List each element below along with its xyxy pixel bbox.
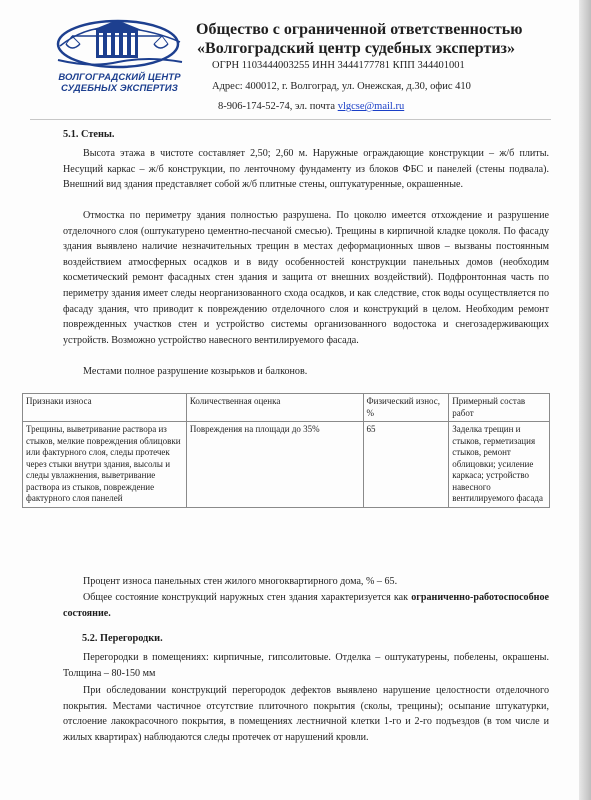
- org-contacts: [218, 101, 404, 112]
- table-header-cell: Примерный состав работ: [449, 394, 550, 422]
- section-heading-walls: 5.1. Стены.: [63, 129, 115, 140]
- table-cell: Повреждения на площади до 35%: [186, 422, 363, 508]
- walls-paragraph-2: Отмостка по периметру здания полностью разрушена. По цоколю имеется отхождение и разрушение отделочного слоя (оштукатурено цементно-песчаной смесью). Трещины в кирпичной кладке цоколя. По фасаду здания выявлено наличие незначительных трещин в местах деформационных швов – вызваны постоянным воздействием атмосферных осадков и в виду особенностей конструкции панельных домов (необходим косметический ремонт фасадных стен здания и защита от внешних воздействий). Подфронтонная часть по периметру здания имеет следы неорганизованного схода осадков, и как следствие, сток воды осуществляется по фасаду здания, что приводит к повреждению отделочного слоя и конструкций в целом. Необходим ремонт поврежденных участков стен и устройство системы организованного водостока и снегозадерживающих устройств. Возможно устройство навесного вентилируемого фасада.: [63, 210, 549, 346]
- table-row: [23, 422, 550, 508]
- phone-text: 8-906-174-52-74, эл. почта: [218, 101, 338, 112]
- org-title-line1: Общество с ограниченной ответственностью: [196, 21, 523, 38]
- table-cell: Трещины, выветривание раствора из стыков, мелкие повреждения облицовки или фактурного слоя, следы протечек через стыки внутри здания, высолы и следы увлажнения, выветривание раствора из стыков, повреждение фактурного слоя панелей: [23, 422, 187, 508]
- overall-state-text: [63, 590, 549, 621]
- table-cell: Заделка трещин и стыков, герметизация стыков, ремонт облицовки; усиление каркаса; устройство навесного вентилируемого фасада: [449, 422, 550, 508]
- header-divider: [30, 119, 551, 120]
- state-prefix: Общее состояние конструкций наружных стен здания характеризуется как: [83, 592, 412, 603]
- email-link[interactable]: vlgcse@mail.ru: [337, 101, 405, 112]
- table-header-cell: Признаки износа: [23, 394, 187, 422]
- org-address: Адрес: 400012, г. Волгоград, ул. Онежская, д.30, офис 410: [212, 81, 471, 92]
- logo-text-line2: СУДЕБНЫХ ЭКСПЕРТИЗ: [61, 83, 178, 94]
- page-edge-shadow: [579, 0, 591, 800]
- walls-paragraph-3: Местами полное разрушение козырьков и балконов.: [83, 366, 308, 377]
- table-header-row: [23, 394, 550, 422]
- walls-paragraph-1: Высота этажа в чистоте составляет 2,50; 2,60 м. Наружные ограждающие конструкции – ж/б плиты. Несущий каркас – ж/б конструкции, по ленточному фундаменту из блоков ФБС и панелей (стены подвала). Внешний вид здания представляет собой ж/б плитные стены, оштукатуренные, окрашенные.: [63, 148, 549, 191]
- section-heading-partitions: 5.2. Перегородки.: [82, 633, 163, 644]
- wear-assessment-table: [22, 393, 550, 508]
- table-cell: 65: [363, 422, 449, 508]
- partitions-paragraph-1: Перегородки в помещениях: кирпичные, гипсолитовые. Отделка – оштукатурены, побелены, окрашены. Толщина – 80-150 мм: [63, 652, 549, 679]
- registry-numbers: ОГРН 1103444003255 ИНН 3444177781 КПП 344401001: [212, 60, 465, 71]
- table-header-cell: Количественная оценка: [186, 394, 363, 422]
- wear-percentage-text: Процент износа панельных стен жилого многоквартирного дома, % – 65.: [83, 576, 398, 587]
- table-header-cell: Физический износ, %: [363, 394, 449, 422]
- state-value: ограниченно-работоспособное состояние.: [63, 592, 549, 619]
- scales-of-justice-icon: [52, 16, 187, 72]
- org-title-line2: «Волгоградский центр судебных экспертиз»: [197, 40, 515, 57]
- company-logo: [52, 16, 187, 94]
- partitions-paragraph-2: При обследовании конструкций перегородок дефектов выявлено нарушение целостности отделочного покрытия. Местами частичное отсутствие плиточного покрытия (сколы, трещины); осыпание штукатурки, отслоение лакокрасочного покрытия, в помещениях лестничной клетки 1-го и 2-го подъездов (в том числе и жилых квартирах) наблюдаются следы протечек от нарушений кровли.: [63, 685, 549, 743]
- logo-text-line1: ВОЛГОГРАДСКИЙ ЦЕНТР: [58, 72, 181, 83]
